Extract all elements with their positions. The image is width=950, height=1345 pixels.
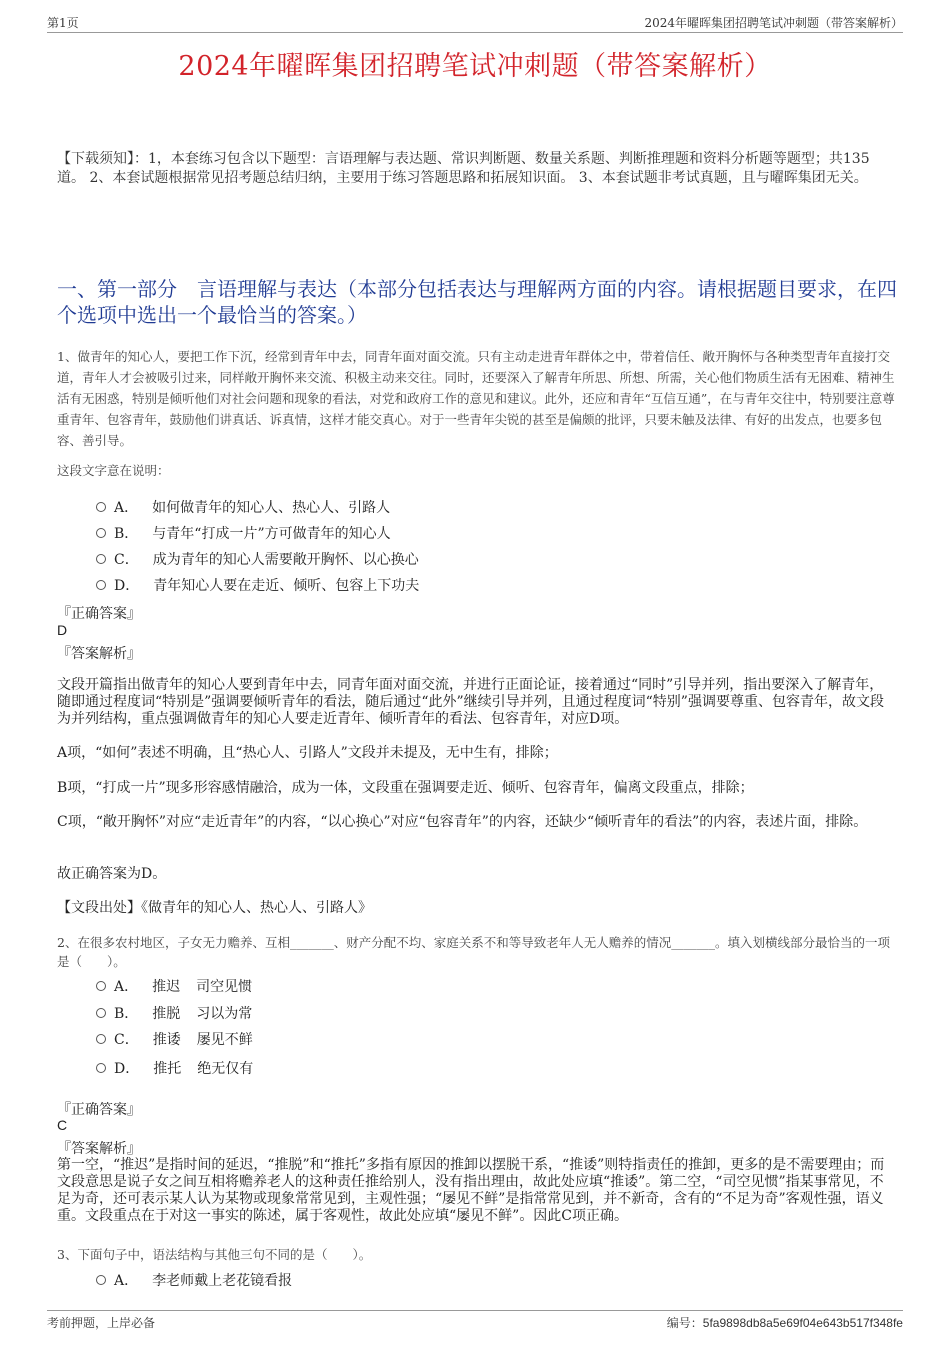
question-1-text: 1、做青年的知心人，要把工作下沉，经常到青年中去，同青年面对面交流。只有主动走进青年群体之中，带着信任、敞开胸怀与各种类型青年直接打交道，青年人才会被吸引过来，同样敞开胸怀来交流、积极主动来交往。同时，还要深入了解青年所思、所想、所需，关心他们物质生活有无困难、精神生活有无困惑，特别是倾听他们对社会问题和现象的看法，对党和政府工作的意见和建议。此外，还应和青年“互信互通”，在与青年交往中，特别要注意尊重青年、包容青年，鼓励他们讲真话、诉真情，这样才能交真心。对于一些青年尖锐的甚至是偏颇的批评，只要未触及法律、有好的出发点，也要多包容、善引导。 — [57, 349, 895, 448]
footer-divider — [47, 1310, 903, 1311]
radio-button-icon[interactable] — [96, 502, 106, 512]
running-header-title: 2024年曜晖集团招聘笔试冲刺题（带答案解析） — [644, 16, 903, 30]
q2-answer: C — [57, 1117, 68, 1133]
section-heading: 一、第一部分 言语理解与表达（本部分包括表达与理解两方面的内容。请根据题目要求，在四个选项中选出一个最恰当的答案。） — [57, 277, 897, 327]
q1-analysis-paragraph: C项，“敞开胸怀”对应“走近青年”的内容，“以心换心”对应“包容青年”的内容，还缺少“倾听青年的看法”的内容，表述片面，排除。 — [57, 814, 868, 830]
q2-analysis-paragraph: 第一空，“推迟”是指时间的延迟，“推脱”和“推托”多指有原因的推卸以摆脱干系，“推诿”则特指责任的推卸，更多的是不需要理由；而文段意思是说子女之间互相将赡养老人的这种责任推给别人，没有指出理由，故此处应填“推诿”。第二空，“司空见惯”指某事常见，不足为奇，还可表示某人认为某物或现象常常见到，主观性强；“屡见不鲜”是指常常见到，并不新奇，含有的“不足为奇”客观性强，语义重。文段重点在于对这一事实的陈述，属于客观性，故此处应填“屡见不鲜”。因此C项正确。 — [57, 1157, 885, 1224]
q1-analysis-paragraph: A项，“如何”表述不明确，且“热心人、引路人”文段并未提及，无中生有，排除； — [57, 745, 558, 761]
q1-answer: D — [57, 622, 68, 638]
q2-answer-label: 『正确答案』 — [57, 1102, 141, 1118]
q2-option-d[interactable]: D． 推托 绝无仅有 — [96, 1058, 253, 1078]
q1-option-a[interactable]: A． 如何做青年的知心人、热心人、引路人 — [96, 497, 390, 517]
q1-answer-label: 『正确答案』 — [57, 606, 141, 622]
page-number: 第1页 — [47, 16, 79, 30]
q1-analysis-label: 『答案解析』 — [57, 646, 141, 662]
radio-button-icon[interactable] — [96, 580, 106, 590]
q1-analysis-paragraph: 文段开篇指出做青年的知心人要到青年中去，同青年面对面交流，并进行正面论证，接着通过“同时”引导并列，指出要深入了解青年，随即通过程度词“特别是”强调要倾听青年的看法，随后通过“此外”继续引导并列，且通过程度词“特别”强调要尊重、包容青年，故文段为并列结构，重点强调做青年的知心人要走近青年、倾听青年的看法、包容青年，对应D项。 — [57, 677, 884, 727]
q2-option-b[interactable]: B． 推脱 习以为常 — [96, 1003, 252, 1023]
q1-source: 【文段出处】《做青年的知心人、热心人、引路人》 — [57, 900, 372, 916]
q2-option-c[interactable]: C． 推诿 屡见不鲜 — [96, 1029, 253, 1049]
q2-option-a[interactable]: A． 推迟 司空见惯 — [96, 976, 252, 996]
radio-button-icon[interactable] — [96, 981, 106, 991]
radio-button-icon[interactable] — [96, 554, 106, 564]
q1-analysis-conclusion: 故正确答案为D。 — [57, 866, 167, 882]
q1-option-c[interactable]: C． 成为青年的知心人需要敞开胸怀、以心换心 — [96, 549, 419, 569]
question-3-text: 3、下面句子中，语法结构与其他三句不同的是（ ）。 — [57, 1247, 372, 1262]
question-1-prompt: 这段文字意在说明： — [57, 463, 170, 478]
q1-option-b[interactable]: B． 与青年“打成一片”方可做青年的知心人 — [96, 523, 391, 543]
footer-document-id: 编号：5fa9898db8a5e69f04e643b517f348fe — [666, 1316, 903, 1330]
q2-analysis-label: 『答案解析』 — [57, 1141, 141, 1157]
header-divider — [47, 32, 903, 33]
question-2-text: 2、在很多农村地区，子女无力赡养、互相_______、财产分配不均、家庭关系不和等导致老年人无人赡养的情况_______。填入划横线部分最恰当的一项是（ ）。 — [57, 935, 890, 969]
radio-button-icon[interactable] — [96, 1275, 106, 1285]
q1-option-d[interactable]: D． 青年知心人要在走近、倾听、包容上下功夫 — [96, 575, 419, 595]
download-notice: 【下载须知】：1，本套练习包含以下题型：言语理解与表达题、常识判断题、数量关系题、判断推理题和资料分析题等题型；共135道。 2、本套试题根据常见招考题总结归纳，主要用于练习答题思路和拓展知识面。 3、本套试题非考试真题，且与曜晖集团无关。 — [57, 151, 870, 186]
radio-button-icon[interactable] — [96, 528, 106, 538]
q3-option-a[interactable]: A． 李老师戴上老花镜看报 — [96, 1270, 292, 1290]
footer-slogan: 考前押题，上岸必备 — [47, 1316, 156, 1330]
q1-analysis-paragraph: B项，“打成一片”现多形容感情融洽，成为一体，文段重在强调要走近、倾听、包容青年，偏离文段重点，排除； — [57, 780, 754, 796]
radio-button-icon[interactable] — [96, 1034, 106, 1044]
radio-button-icon[interactable] — [96, 1063, 106, 1073]
radio-button-icon[interactable] — [96, 1008, 106, 1018]
document-title: 2024年曜晖集团招聘笔试冲刺题（带答案解析） — [178, 51, 772, 82]
